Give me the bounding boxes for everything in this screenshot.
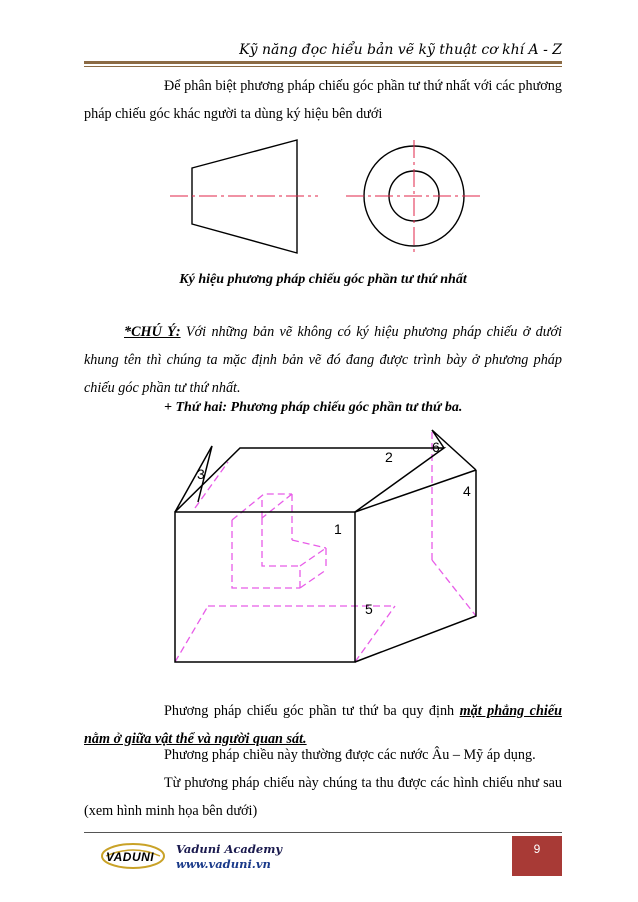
result-paragraph: Từ phương pháp chiếu này chúng ta thu được các hình chiếu như sau (xem hình minh họa bên dưới) bbox=[84, 775, 562, 819]
subheading: + Thứ hai: Phương pháp chiếu góc phần tư thứ ba. bbox=[164, 400, 463, 415]
hidden-lines bbox=[175, 430, 476, 662]
header-title: Kỹ năng đọc hiểu bản vẽ kỹ thuật cơ khí A - Z bbox=[239, 42, 562, 58]
label-5: 5 bbox=[365, 601, 373, 617]
label-1: 1 bbox=[334, 521, 342, 537]
box-lines bbox=[175, 430, 476, 662]
label-2: 2 bbox=[385, 449, 393, 465]
footer-url[interactable]: www.vaduni.vn bbox=[176, 857, 271, 871]
rule-emphasis: mặt phẳng chiếu nằm ở giữa vật thể và người quan sát. bbox=[84, 703, 563, 747]
note-label: *CHÚ Ý: bbox=[124, 324, 181, 340]
logo-text: VADUNI bbox=[106, 850, 155, 864]
rule-text: Phương pháp chiếu góc phần tư thứ ba quy định bbox=[164, 703, 460, 719]
intro-paragraph: Để phân biệt phương pháp chiếu góc phần tư thứ nhất với các phương pháp chiếu góc khác người ta dùng ký hiệu bên dưới bbox=[84, 78, 562, 122]
page-number: 9 bbox=[512, 836, 562, 876]
label-3: 3 bbox=[197, 466, 205, 482]
label-4: 4 bbox=[463, 483, 471, 499]
footer-rule bbox=[84, 832, 562, 833]
footer-academy: Vaduni Academy bbox=[176, 842, 283, 856]
note-text: Với những bản vẽ không có ký hiệu phương pháp chiếu ở dưới khung tên thì chúng ta mặc định bản vẽ đó đang được trình bày ở phương pháp chiếu góc phần tư thứ nhất. bbox=[84, 324, 562, 396]
usage-paragraph: Phương pháp chiều này thường được các nước Âu – Mỹ áp dụng. bbox=[164, 747, 536, 763]
figure1-caption: Ký hiệu phương pháp chiếu góc phần tư thứ nhất bbox=[179, 272, 467, 287]
label-6: 6 bbox=[432, 439, 440, 455]
